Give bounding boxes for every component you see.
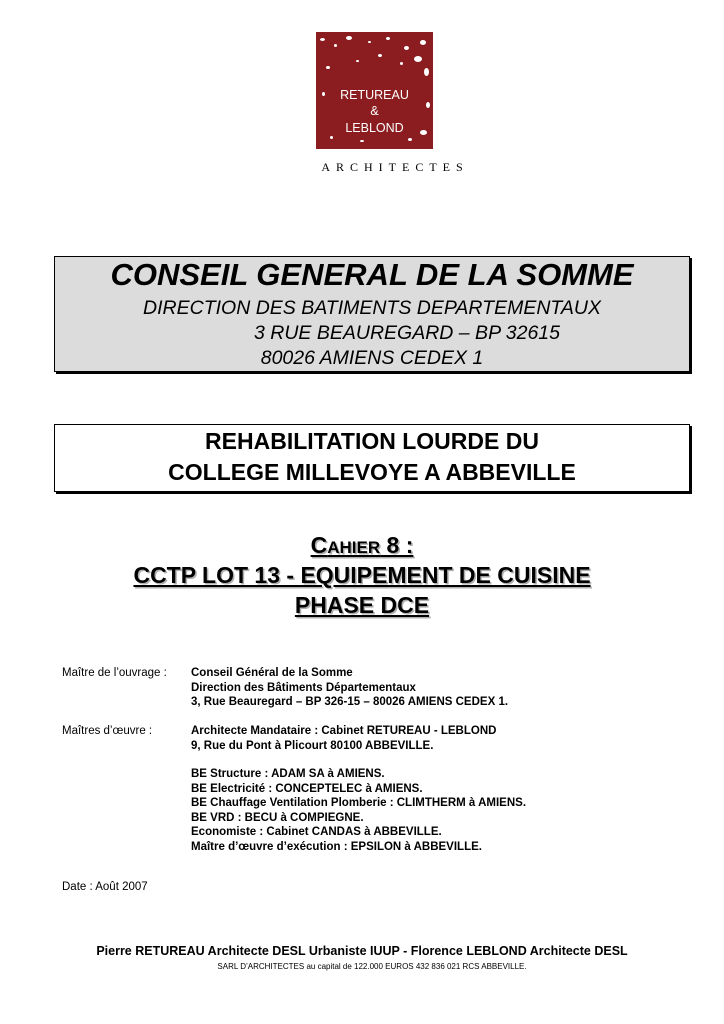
project-line-2: COLLEGE MILLEVOYE A ABBEVILLE [168, 459, 576, 485]
project-line-1: REHABILITATION LOURDE DU [205, 428, 539, 454]
footer-legal: SARL D’ARCHITECTES au capital de 122.000 EUROS 432 836 021 RCS ABBEVILLE. [217, 962, 527, 971]
project-box [54, 424, 690, 492]
cahier-number-heading [0, 532, 724, 559]
maitre-ouvrage-details [191, 666, 508, 710]
maitres-oeuvre-label: Maîtres d’œuvre : [62, 725, 153, 737]
logo-line-2: & [370, 104, 379, 118]
be-line: Maître d’œuvre d’exécution : EPSILON à ABBEVILLE. [191, 840, 482, 853]
cahier-word-rest: AHIER [327, 538, 381, 557]
logo-line-3: LEBLOND [345, 121, 404, 135]
logo-line-1: RETUREAU [340, 88, 409, 102]
be-line: Economiste : Cabinet CANDAS à ABBEVILLE. [191, 826, 442, 838]
company-logo [316, 32, 433, 149]
footer-architects: Pierre RETUREAU Architecte DESL Urbaniste IUUP - Florence LEBLOND Architecte DESL [96, 944, 628, 958]
maitre-ouvrage-line: 3, Rue Beauregard – BP 326-15 – 80026 AMIENS CEDEX 1. [191, 696, 509, 708]
cahier-lot-heading: CCTP LOT 13 - EQUIPEMENT DE CUISINE [133, 562, 591, 588]
cahier-first-letter: C [310, 532, 328, 558]
be-line: BE Structure : ADAM SA à AMIENS. [191, 768, 385, 780]
client-title: CONSEIL GENERAL DE LA SOMME [110, 257, 634, 292]
maitres-oeuvre-details [191, 724, 496, 753]
maitres-oeuvre-line: 9, Rue du Pont à Plicourt 80100 ABBEVILLE. [191, 739, 434, 752]
cahier-phase-heading: PHASE DCE [294, 592, 430, 618]
client-line-1: DIRECTION DES BATIMENTS DEPARTEMENTAUX [143, 297, 601, 319]
be-list [191, 767, 526, 854]
client-line-3: 80026 AMIENS CEDEX 1 [260, 347, 484, 369]
be-line: BE Electricité : CONCEPTELEC à AMIENS. [191, 782, 423, 795]
cahier-number: 8 : [386, 532, 414, 558]
maitre-ouvrage-line: Direction des Bâtiments Départementaux [191, 681, 416, 694]
maitre-ouvrage-label: Maître de l’ouvrage : [62, 667, 167, 679]
maitres-oeuvre-line: Architecte Mandataire : Cabinet RETUREAU - LEBLOND [191, 725, 497, 737]
client-box [54, 256, 690, 372]
maitre-ouvrage-line: Conseil Général de la Somme [191, 667, 353, 679]
architectes-label: ARCHITECTES [321, 160, 469, 174]
be-line: BE Chauffage Ventilation Plomberie : CLIMTHERM à AMIENS. [191, 797, 527, 809]
be-line: BE VRD : BECU à COMPIEGNE. [191, 811, 364, 824]
document-date: Date : Août 2007 [62, 881, 148, 893]
client-line-2: 3 RUE BEAUREGARD – BP 32615 [254, 322, 560, 344]
